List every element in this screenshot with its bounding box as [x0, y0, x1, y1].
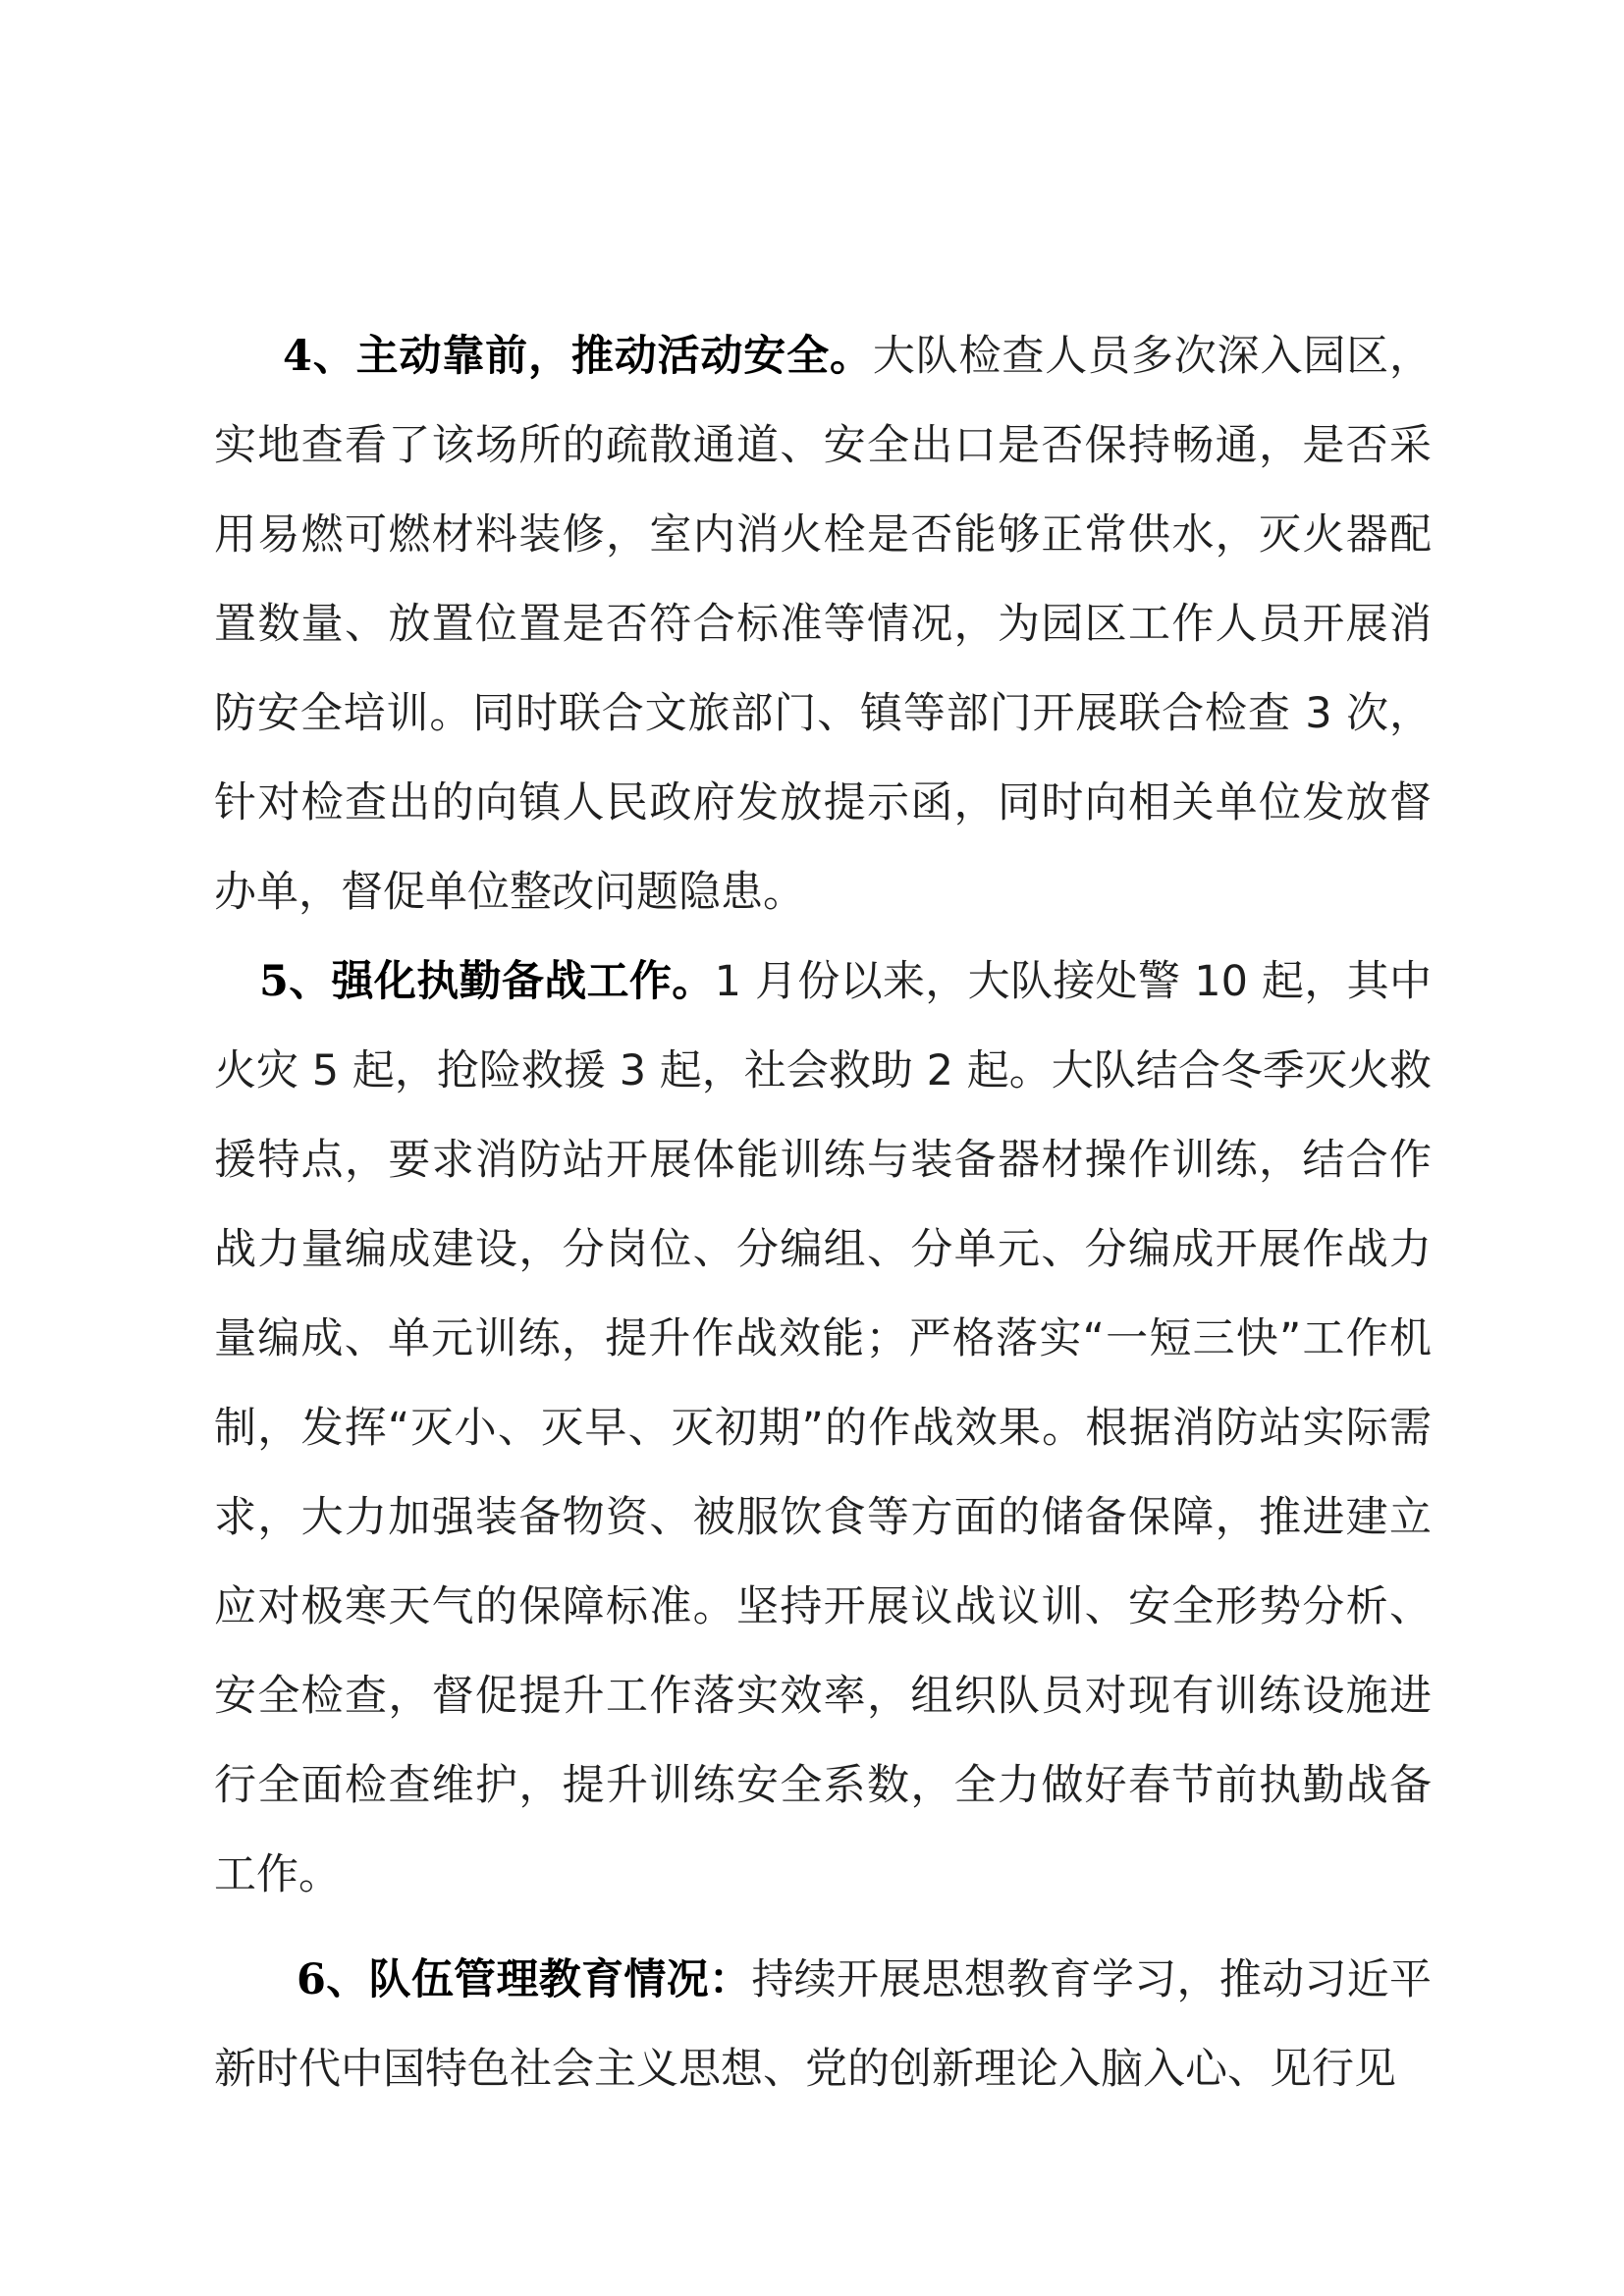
paragraph-5-text: 1 月份以来，大队接处警 10 起，其中火灾 5 起，抢险救援 3 起，社会救助 2 起。大队结合冬季灭火救援特点，要求消防站开展体能训练与装备器材操作训练，结合作战力量编成建设，分岗位、分编组、分单元、分编成开展作战力量编成、单元训练，提升作战效能；严格落实“一短三快”工作机制，发挥“灭小、灭早、灭初期”的作战效果。根据消防站实际需求，大力加强装备物资、被服饮食等方面的储备保障，推进建立应对极寒天气的保障标准。坚持开展议战议训、安全形势分析、安全检查，督促提升工作落实效率，组织队员对现有训练设施进行全面检查维护，提升训练安全系数，全力做好春节前执勤战备工作。 [214, 957, 1432, 1899]
paragraph-4 [214, 312, 1432, 937]
paragraph-4-text: 大队检查人员多次深入园区，实地查看了该场所的疏散通道、安全出口是否保持畅通，是否采用易燃可燃材料装修，室内消火栓是否能够正常供水，灭火器配置数量、放置位置是否符合标准等情况，为园区工作人员开展消防安全培训。同时联合文旅部门、镇等部门开展联合检查 3 次，针对检查出的向镇人民政府发放提示函，同时向相关单位发放督办单，督促单位整改问题隐患。 [214, 332, 1433, 917]
paragraph-5-heading-text: 、强化执勤备战工作。 [288, 957, 715, 1006]
paragraph-4-heading-text: 、主动靠前，推动活动安全。 [311, 332, 873, 381]
document-body [214, 312, 1432, 2114]
paragraph-6 [214, 1936, 1432, 2114]
paragraph-4-heading [283, 332, 873, 381]
paragraph-6-number: 6 [297, 1955, 326, 2004]
paragraph-6-heading-text: 、队伍管理教育情况： [325, 1955, 752, 2004]
paragraph-6-heading [297, 1955, 751, 2004]
paragraph-5 [214, 937, 1432, 1920]
paragraph-5-heading [259, 957, 715, 1006]
paragraph-5-number: 5 [259, 957, 289, 1006]
paragraph-6-text: 持续开展思想教育学习，推动习近平新时代中国特色社会主义思想、党的创新理论入脑入心、见行见 [214, 1955, 1433, 2094]
paragraph-4-number: 4 [283, 332, 312, 381]
